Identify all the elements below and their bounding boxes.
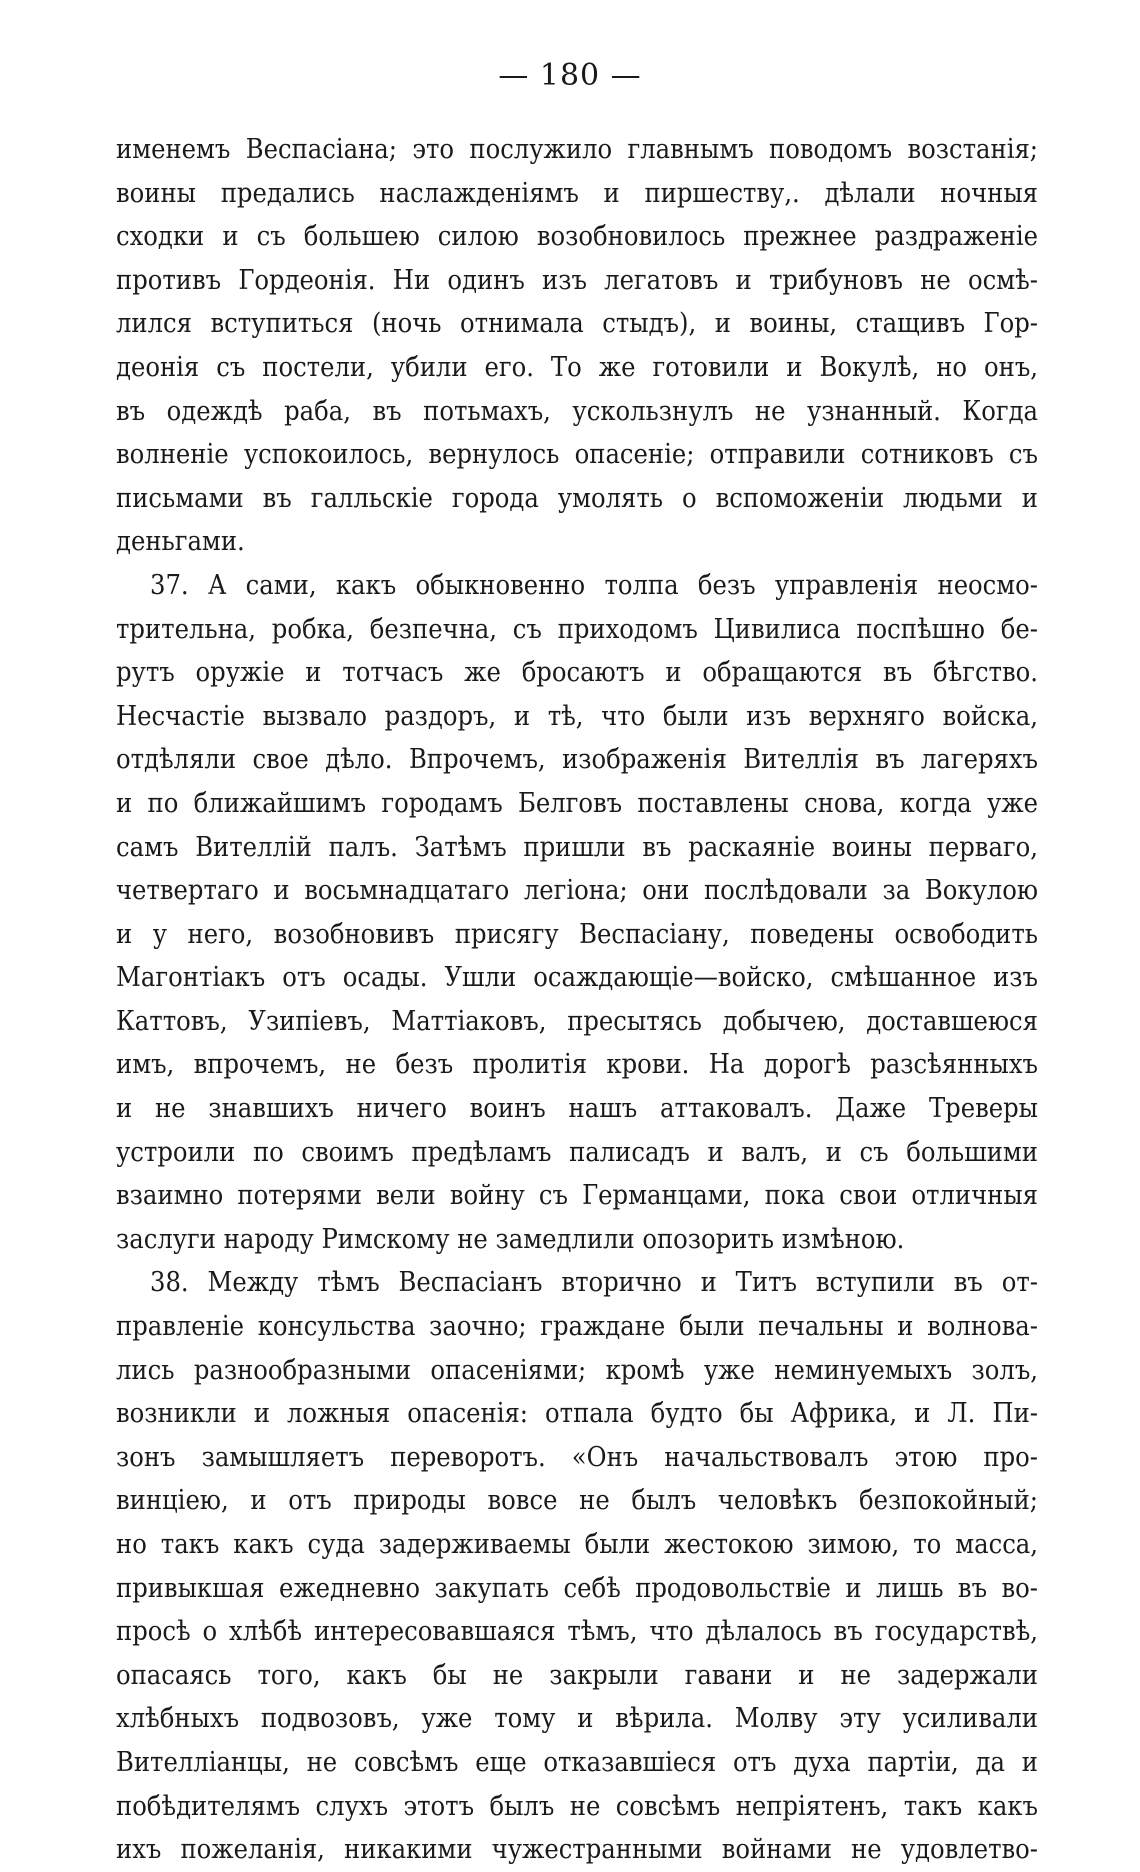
- text-line: зонъ замышляетъ переворотъ. «Онъ начальствовалъ этою про-: [116, 1441, 1038, 1473]
- page-number: — 180 —: [498, 58, 642, 93]
- text-line: трительна, робка, безпечна, съ приходомъ Цивилиса поспѣшно бе-: [116, 613, 1038, 645]
- text-line: лился вступиться (ночь отнимала стыдъ), и воины, стащивъ Гор-: [116, 308, 1038, 340]
- text-line: въ одеждѣ раба, въ потьмахъ, ускользнулъ не узнанный. Когда: [116, 395, 1038, 427]
- text-line: Каттовъ, Узипіевъ, Маттіаковъ, пресытясь добычею, доставшеюся: [116, 1005, 1038, 1037]
- text-line: просѣ о хлѣбѣ интересовавшаяся тѣмъ, что дѣлалось въ государствѣ,: [116, 1616, 1038, 1648]
- text-line: деньгами.: [116, 526, 245, 558]
- text-line: но такъ какъ суда задерживаемы были жестокою зимою, то масса,: [116, 1529, 1038, 1560]
- text-line: винціею, и отъ природы вовсе не былъ человѣкъ безпокойный;: [116, 1485, 1038, 1517]
- text-line: Магонтіакъ отъ осады. Ушли осаждающіе—войско, смѣшанное изъ: [116, 962, 1038, 994]
- text-line: отдѣляли свое дѣло. Впрочемъ, изображенія Вителлія въ лагеряхъ: [116, 744, 1038, 776]
- text-line: Несчастіе вызвало раздоръ, и тѣ, что были изъ верхняго войска,: [116, 700, 1038, 732]
- text-line: рутъ оружіе и тотчасъ же бросаютъ и обращаются въ бѣгство.: [116, 657, 1038, 689]
- text-line: имъ, впрочемъ, не безъ пролитія крови. На дорогѣ разсѣянныхъ: [116, 1049, 1038, 1081]
- text-line: противъ Гордеонія. Ни одинъ изъ легатовъ и трибуновъ не осмѣ-: [116, 264, 1038, 296]
- text-line: письмами въ галльскіе города умолять о вспоможеніи людьми и: [116, 482, 1038, 514]
- text-line: привыкшая ежедневно закупать себѣ продовольствіе и лишь въ во-: [116, 1572, 1038, 1604]
- text-line: и у него, возобновивъ присягу Веспасіану, поведены освободить: [116, 918, 1038, 950]
- text-line: опасаясь того, какъ бы не закрыли гавани и не задержали: [116, 1659, 1038, 1691]
- text-line: именемъ Веспасіана; это послужило главнымъ поводомъ возстанія;: [116, 134, 1038, 165]
- paragraph-37: [116, 564, 1038, 1262]
- text-line: лись разнообразными опасеніями; кромѣ уже неминуемыхъ золъ,: [116, 1354, 1038, 1386]
- text-line: возникли и ложныя опасенія: отпала будто бы Африка, и Л. Пи-: [116, 1398, 1038, 1430]
- text-line: и по ближайшимъ городамъ Белговъ поставлены снова, когда уже: [116, 787, 1038, 819]
- text-line: 37. А сами, какъ обыкновенно толпа безъ управленія неосмо-: [150, 569, 1038, 601]
- text-line: и не знавшихъ ничего воинъ нашъ аттаковалъ. Даже Треверы: [116, 1093, 1038, 1125]
- text-line: сходки и съ большею силою возобновилось прежнее раздраженіе: [116, 221, 1038, 253]
- text-line: заслуги народу Римскому не замедлили опозорить измѣною.: [116, 1223, 905, 1255]
- text-line: самъ Вителлій палъ. Затѣмъ пришли въ раскаяніе воины перваго,: [116, 831, 1038, 863]
- text-line: воины предались наслажденіямъ и пиршеству,. дѣлали ночныя: [116, 177, 1038, 209]
- text-line: хлѣбныхъ подвозовъ, уже тому и вѣрила. Молву эту усиливали: [116, 1703, 1038, 1735]
- text-line: ихъ пожеланія, никакими чужестранными войнами не удовлетво-: [116, 1834, 1038, 1866]
- text-line: деонія съ постели, убили его. То же готовили и Вокулѣ, но онъ,: [116, 351, 1038, 383]
- paragraph-continued: [116, 128, 1038, 564]
- text-line: побѣдителямъ слухъ этотъ былъ не совсѣмъ непріятенъ, такъ какъ: [116, 1790, 1038, 1822]
- paragraph-38: [116, 1261, 1038, 1871]
- text-line: устроили по своимъ предѣламъ палисадъ и валъ, и съ большими: [116, 1136, 1038, 1168]
- text-line: Вителліанцы, не совсѣмъ еще отказавшіеся отъ духа партіи, да и: [116, 1746, 1038, 1778]
- text-line: четвертаго и восьмнадцатаго легіона; они послѣдовали за Вокулою: [116, 875, 1038, 907]
- text-line: 38. Между тѣмъ Веспасіанъ вторично и Титъ вступили въ от-: [150, 1267, 1038, 1299]
- text-line: волненіе успокоилось, вернулось опасеніе; отправили сотниковъ съ: [116, 439, 1038, 471]
- body-text: [116, 128, 1038, 1872]
- text-line: взаимно потерями вели войну съ Германцами, пока свои отличныя: [116, 1180, 1038, 1212]
- text-line: правленіе консульства заочно; граждане были печальны и волнова-: [116, 1311, 1038, 1343]
